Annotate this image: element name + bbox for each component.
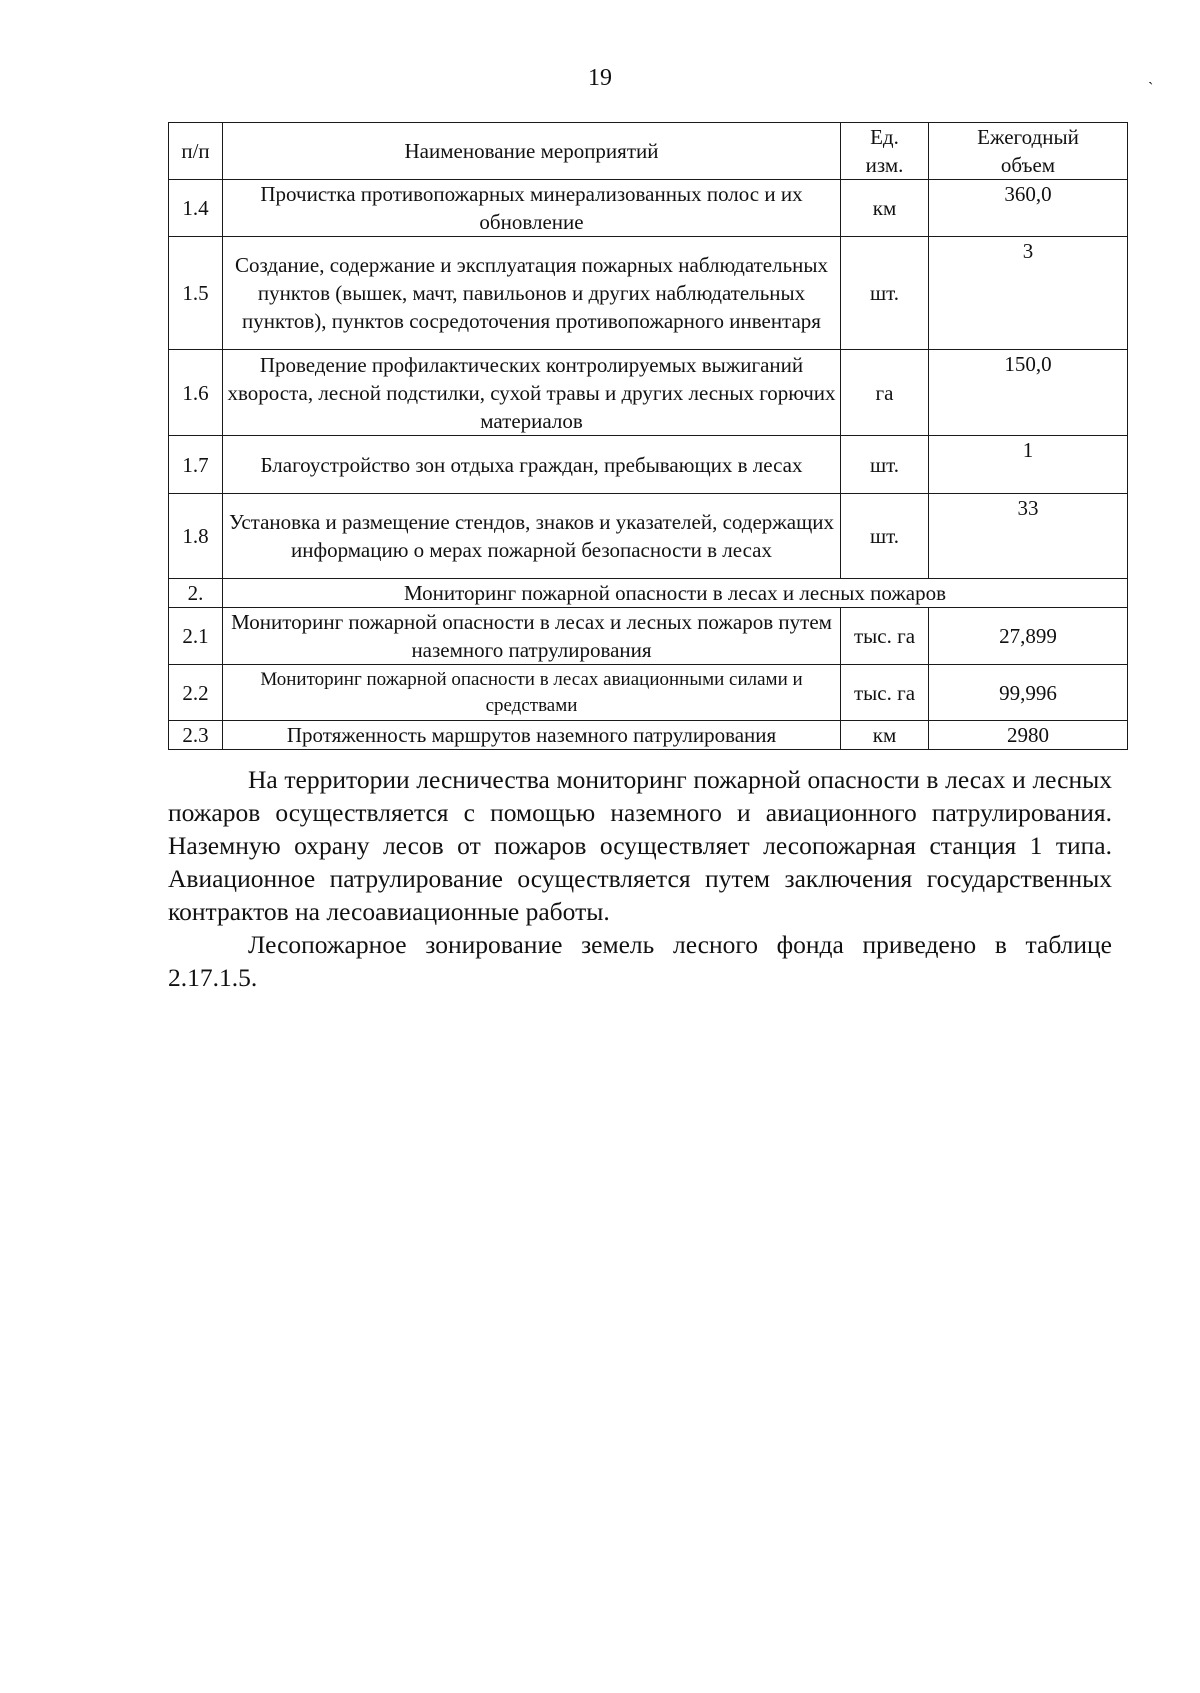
header-name: Наименование мероприятий <box>223 123 841 180</box>
header-num: п/п <box>169 123 223 180</box>
table-row <box>169 494 1128 579</box>
header-volume-line2: объем <box>1000 153 1056 177</box>
row-volume: 27,899 <box>929 608 1128 665</box>
row-num: 1.8 <box>169 494 223 579</box>
row-name: Протяженность маршрутов наземного патрулирования <box>223 721 841 750</box>
row-unit: шт. <box>841 237 929 350</box>
row-num: 2.2 <box>169 665 223 721</box>
page-number: 19 <box>588 65 612 91</box>
table-row <box>169 665 1128 721</box>
row-num: 2.1 <box>169 608 223 665</box>
row-name: Благоустройство зон отдыха граждан, пребывающих в лесах <box>223 436 841 494</box>
paragraph: На территории лесничества мониторинг пожарной опасности в лесах и лесных пожаров осуществляется с помощью наземного и авиационного патрулирования. Наземную охрану лесов от пожаров осуществляет лесопожарная станция 1 типа. Авиационное патрулирование осуществляется путем заключения государственных контрактов на лесоавиационные работы. <box>168 765 1112 926</box>
header-volume <box>929 123 1128 180</box>
table-header-row <box>169 123 1128 180</box>
row-volume: 150,0 <box>929 350 1128 436</box>
row-unit: км <box>841 721 929 750</box>
header-unit <box>841 123 929 180</box>
header-unit-line1: Ед. <box>870 125 899 149</box>
row-volume: 1 <box>929 436 1128 494</box>
table-row <box>169 608 1128 665</box>
row-num: 1.4 <box>169 180 223 237</box>
row-num: 1.5 <box>169 237 223 350</box>
fire-measures-table <box>168 122 1128 750</box>
corner-mark: ˏ <box>1148 68 1154 85</box>
section-num: 2. <box>169 579 223 608</box>
row-num: 1.7 <box>169 436 223 494</box>
row-num: 2.3 <box>169 721 223 750</box>
section-title: Мониторинг пожарной опасности в лесах и лесных пожаров <box>223 579 1128 608</box>
row-name: Прочистка противопожарных минерализованных полос и их обновление <box>223 180 841 237</box>
section-row <box>169 579 1128 608</box>
table-row <box>169 350 1128 436</box>
row-name: Мониторинг пожарной опасности в лесах и лесных пожаров путем наземного патрулирования <box>223 608 841 665</box>
row-unit: шт. <box>841 436 929 494</box>
row-name: Проведение профилактических контролируемых выжиганий хвороста, лесной подстилки, сухой травы и других лесных горючих материалов <box>223 350 841 436</box>
table-row <box>169 180 1128 237</box>
table-row <box>169 436 1128 494</box>
header-volume-line1: Ежегодный <box>977 125 1079 149</box>
paragraph: Лесопожарное зонирование земель лесного фонда приведено в таблице 2.17.1.5. <box>168 930 1112 992</box>
row-volume: 33 <box>929 494 1128 579</box>
table-row <box>169 237 1128 350</box>
row-unit: шт. <box>841 494 929 579</box>
row-name: Установка и размещение стендов, знаков и указателей, содержащих информацию о мерах пожарной безопасности в лесах <box>223 494 841 579</box>
row-name: Создание, содержание и эксплуатация пожарных наблюдательных пунктов (вышек, мачт, павильонов и других наблюдательных пунктов), пунктов сосредоточения противопожарного инвентаря <box>223 237 841 350</box>
row-volume: 360,0 <box>929 180 1128 237</box>
body-text <box>168 763 1112 994</box>
row-unit: тыс. га <box>841 608 929 665</box>
row-volume: 3 <box>929 237 1128 350</box>
row-unit: тыс. га <box>841 665 929 721</box>
row-unit: км <box>841 180 929 237</box>
row-unit: га <box>841 350 929 436</box>
row-num: 1.6 <box>169 350 223 436</box>
row-volume: 2980 <box>929 721 1128 750</box>
row-volume: 99,996 <box>929 665 1128 721</box>
table-row <box>169 721 1128 750</box>
row-name: Мониторинг пожарной опасности в лесах авиационными силами и средствами <box>223 665 841 721</box>
header-unit-line2: изм. <box>865 153 904 177</box>
